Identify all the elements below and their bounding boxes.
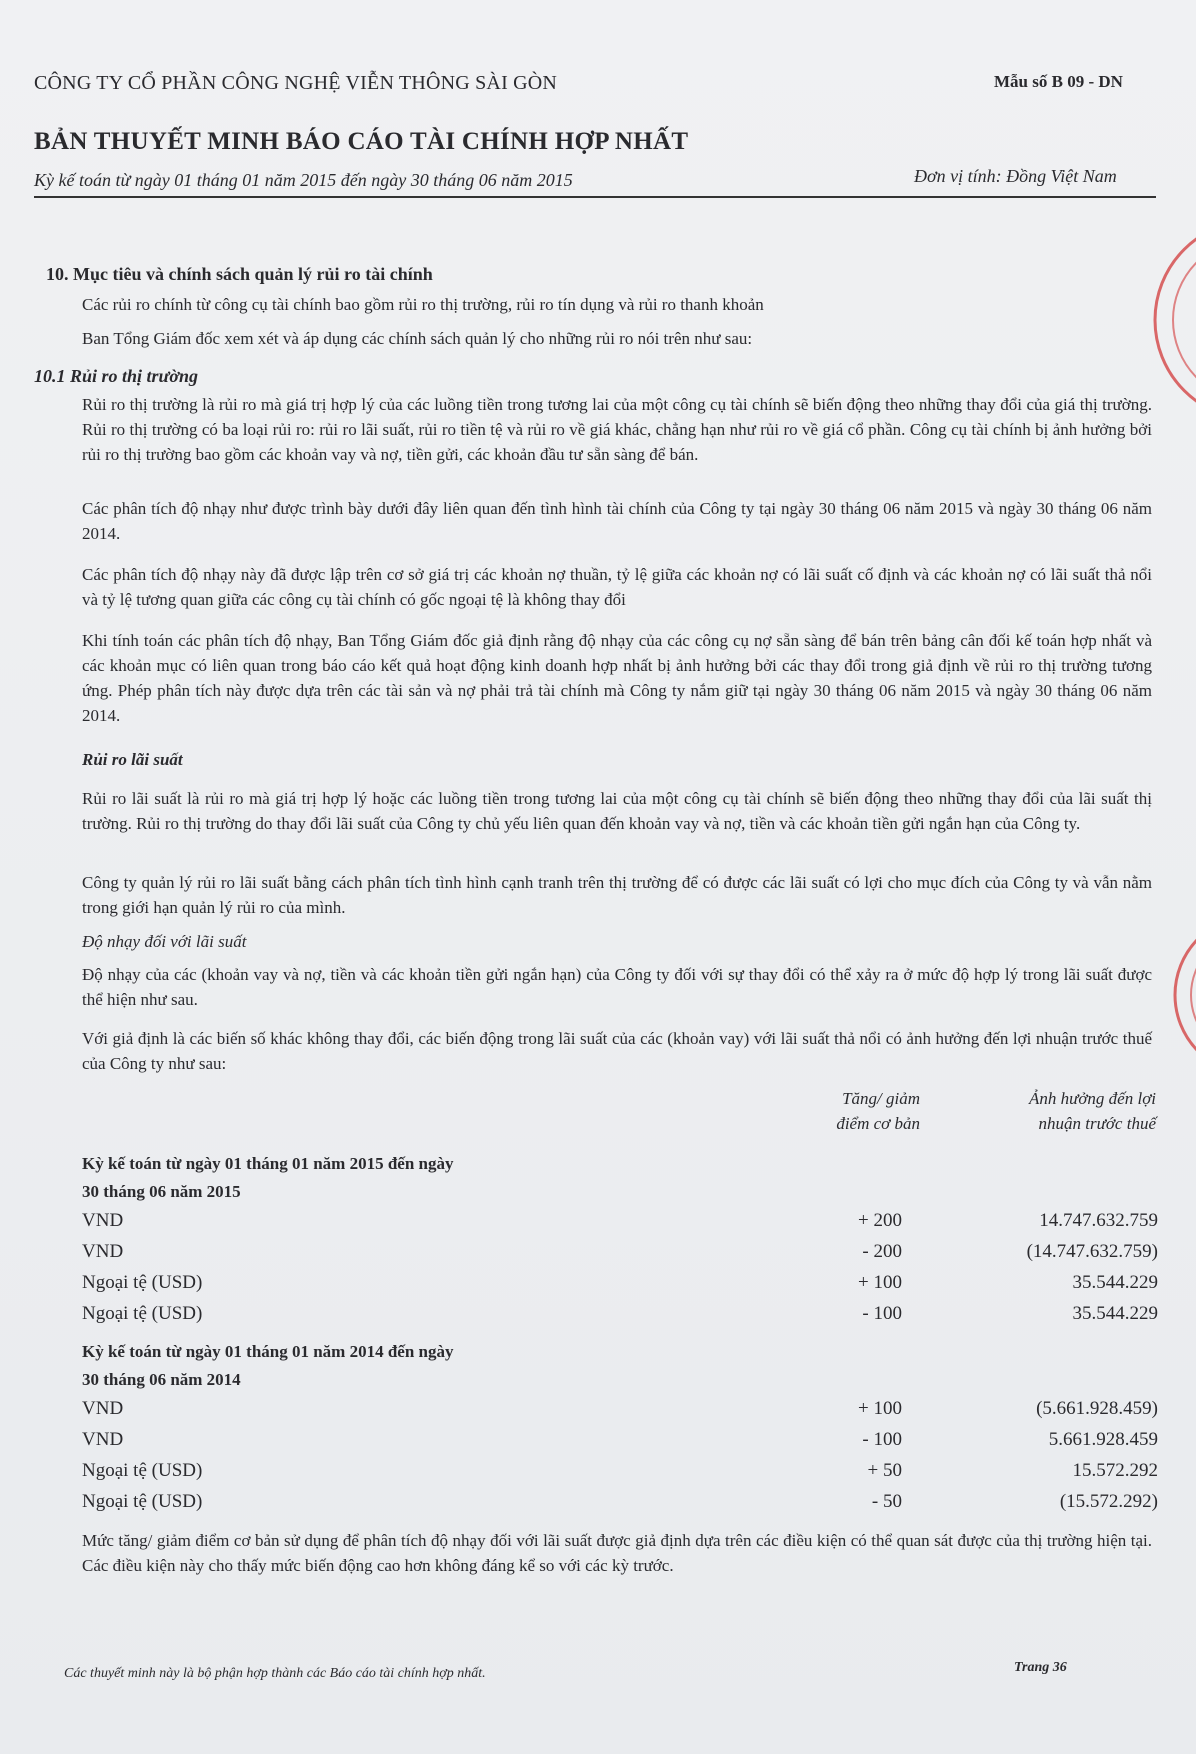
row-label: VND: [82, 1429, 124, 1450]
sensitivity-assumption-paragraph: Khi tính toán các phân tích độ nhạy, Ban Tổng Giám đốc giả định rằng độ nhạy của các công cụ nợ sẵn sàng để bán trên bảng cân đối kế toán hợp nhất và các khoản mục có liên quan trong báo cáo kết quả hoạt động kinh doanh hợp nhất bị ảnh hưởng bởi các thay đổi trong giả định về rủi ro thị trường tương ứng. Phép phân tích này được dựa trên các tài sản và nợ phải trả tài chính mà Công ty nắm giữ tại ngày 30 tháng 06 năm 2015 và ngày 30 tháng 06 năm 2014.: [82, 631, 1152, 725]
row-profit-effect: 15.572.292: [1072, 1460, 1158, 1481]
row-basis-points: + 100: [858, 1398, 902, 1419]
column-header-line: Tăng/ giảm: [842, 1089, 920, 1108]
column-header-line: điểm cơ bản: [836, 1114, 920, 1133]
column-header-line: Ảnh hưởng đến lợi: [1028, 1089, 1156, 1108]
period-heading-line: 30 tháng 06 năm 2015: [82, 1182, 241, 1201]
market-risk-paragraph: Rủi ro thị trường là rủi ro mà giá trị hợp lý của các luồng tiền trong tương lai của một công cụ tài chính sẽ biến động theo những thay đổi của giá thị trường. Rủi ro thị trường có ba loại rủi ro: rủi ro lãi suất, rủi ro tiền tệ và rủi ro về giá khác, chẳng hạn như rủi ro về giá cổ phần. Công cụ tài chính bị ảnh hưởng bởi rủi ro thị trường bao gồm các khoản vay và nợ, tiền gửi, các khoản đầu tư sẵn sàng để bán.: [82, 395, 1152, 464]
row-label: VND: [82, 1210, 124, 1231]
period-heading-line: 30 tháng 06 năm 2014: [82, 1370, 241, 1389]
page-number: Trang 36: [1014, 1660, 1067, 1675]
row-profit-effect: 35.544.229: [1072, 1272, 1158, 1293]
row-basis-points: - 200: [862, 1241, 902, 1262]
intro-paragraph-1: Các rủi ro chính từ công cụ tài chính bao gồm rủi ro thị trường, rủi ro tín dụng và rủi ro thanh khoản: [82, 295, 764, 314]
subsection-heading: 10.1 Rủi ro thị trường: [34, 366, 198, 386]
table-row: [82, 1398, 1158, 1428]
row-label: VND: [82, 1398, 124, 1419]
period-heading-2014: [82, 1338, 602, 1394]
floating-rate-paragraph: Với giả định là các biến số khác không thay đổi, các biến động trong lãi suất của các (khoản vay) với lãi suất thả nổi có ảnh hưởng đến lợi nhuận trước thuế của Công ty như sau:: [82, 1029, 1152, 1073]
row-basis-points: - 50: [871, 1491, 902, 1512]
row-label: Ngoại tệ (USD): [82, 1460, 203, 1481]
table-row: [82, 1491, 1158, 1521]
row-profit-effect: 5.661.928.459: [1048, 1429, 1158, 1450]
company-seal-partial-bottom: [1160, 910, 1196, 1080]
footer-note: Các thuyết minh này là bộ phận hợp thành các Báo cáo tài chính hợp nhất.: [64, 1666, 486, 1681]
reporting-period: Kỳ kế toán từ ngày 01 tháng 01 năm 2015 đến ngày 30 tháng 06 năm 2015: [34, 170, 573, 190]
interest-management-paragraph: Công ty quản lý rủi ro lãi suất bằng cách phân tích tình hình cạnh tranh trên thị trường để có được các lãi suất có lợi cho mục đích của Công ty và vẫn nằm trong giới hạn quản lý rủi ro của mình.: [82, 873, 1152, 917]
table-row: [82, 1460, 1158, 1490]
row-label: Ngoại tệ (USD): [82, 1272, 203, 1293]
column-header-line: nhuận trước thuế: [1038, 1114, 1156, 1133]
document-title: BẢN THUYẾT MINH BÁO CÁO TÀI CHÍNH HỢP NHẤT: [34, 128, 689, 155]
row-label: VND: [82, 1241, 124, 1262]
header-divider: [34, 196, 1156, 198]
table-row: [82, 1241, 1158, 1271]
currency-unit: Đơn vị tính: Đồng Việt Nam: [914, 166, 1117, 186]
row-profit-effect: (14.747.632.759): [1026, 1241, 1158, 1262]
row-profit-effect: (5.661.928.459): [1036, 1398, 1158, 1419]
row-profit-effect: 35.544.229: [1072, 1303, 1158, 1324]
sensitivity-description-paragraph: Độ nhạy của các (khoản vay và nợ, tiền và các khoản tiền gửi ngắn hạn) của Công ty đối với sự thay đổi có thể xảy ra ở mức độ hợp lý trong lãi suất được thể hiện như sau.: [82, 965, 1152, 1009]
row-profit-effect: (15.572.292): [1059, 1491, 1158, 1512]
row-profit-effect: 14.747.632.759: [1039, 1210, 1158, 1231]
company-seal-partial-top: [1150, 210, 1196, 430]
table-row: [82, 1429, 1158, 1459]
row-basis-points: - 100: [862, 1303, 902, 1324]
table-row: [82, 1272, 1158, 1302]
table-row: [82, 1210, 1158, 1240]
closing-paragraph: Mức tăng/ giảm điểm cơ bản sử dụng để phân tích độ nhạy đối với lãi suất được giả định dựa trên các điều kiện có thể quan sát được của thị trường hiện tại. Các điều kiện này cho thấy mức biến động cao hơn không đáng kể so với các kỳ trước.: [82, 1531, 1152, 1575]
sensitivity-scope-paragraph: Các phân tích độ nhạy như được trình bày dưới đây liên quan đến tình hình tài chính của Công ty tại ngày 30 tháng 06 năm 2015 và ngày 30 tháng 06 năm 2014.: [82, 499, 1152, 543]
table-row: [82, 1303, 1158, 1333]
period-heading-line: Kỳ kế toán từ ngày 01 tháng 01 năm 2014 đến ngày: [82, 1342, 454, 1361]
row-basis-points: + 50: [867, 1460, 902, 1481]
sensitivity-heading: Độ nhạy đối với lãi suất: [82, 932, 247, 951]
company-name: CÔNG TY CỔ PHẦN CÔNG NGHỆ VIỄN THÔNG SÀI GÒN: [34, 72, 558, 94]
interest-risk-paragraph: Rủi ro lãi suất là rủi ro mà giá trị hợp lý hoặc các luồng tiền trong tương lai của một công cụ tài chính sẽ biến động theo những thay đổi của lãi suất thị trường. Rủi ro thị trường do thay đổi lãi suất của Công ty chủ yếu liên quan đến khoản vay và nợ, tiền và các khoản tiền gửi ngắn hạn của Công ty.: [82, 789, 1152, 833]
row-basis-points: + 100: [858, 1272, 902, 1293]
row-label: Ngoại tệ (USD): [82, 1303, 203, 1324]
period-heading-2015: [82, 1150, 602, 1206]
period-heading-line: Kỳ kế toán từ ngày 01 tháng 01 năm 2015 đến ngày: [82, 1154, 454, 1173]
section-heading: 10. Mục tiêu và chính sách quản lý rủi ro tài chính: [46, 264, 433, 284]
row-label: Ngoại tệ (USD): [82, 1491, 203, 1512]
form-number: Mẫu số B 09 - DN: [994, 72, 1123, 91]
sensitivity-basis-paragraph: Các phân tích độ nhạy này đã được lập trên cơ sở giá trị các khoản nợ thuần, tỷ lệ giữa các khoản nợ có lãi suất cố định và các khoản nợ có lãi suất thả nổi và tỷ lệ tương quan giữa các công cụ tài chính có gốc ngoại tệ là không thay đổi: [82, 565, 1152, 609]
row-basis-points: - 100: [862, 1429, 902, 1450]
row-basis-points: + 200: [858, 1210, 902, 1231]
basis-points-column-header: [790, 1086, 920, 1136]
interest-risk-heading: Rủi ro lãi suất: [82, 750, 183, 769]
intro-paragraph-2: Ban Tổng Giám đốc xem xét và áp dụng các chính sách quản lý cho những rủi ro nói trên như sau:: [82, 329, 753, 348]
profit-effect-column-header: [960, 1086, 1156, 1136]
